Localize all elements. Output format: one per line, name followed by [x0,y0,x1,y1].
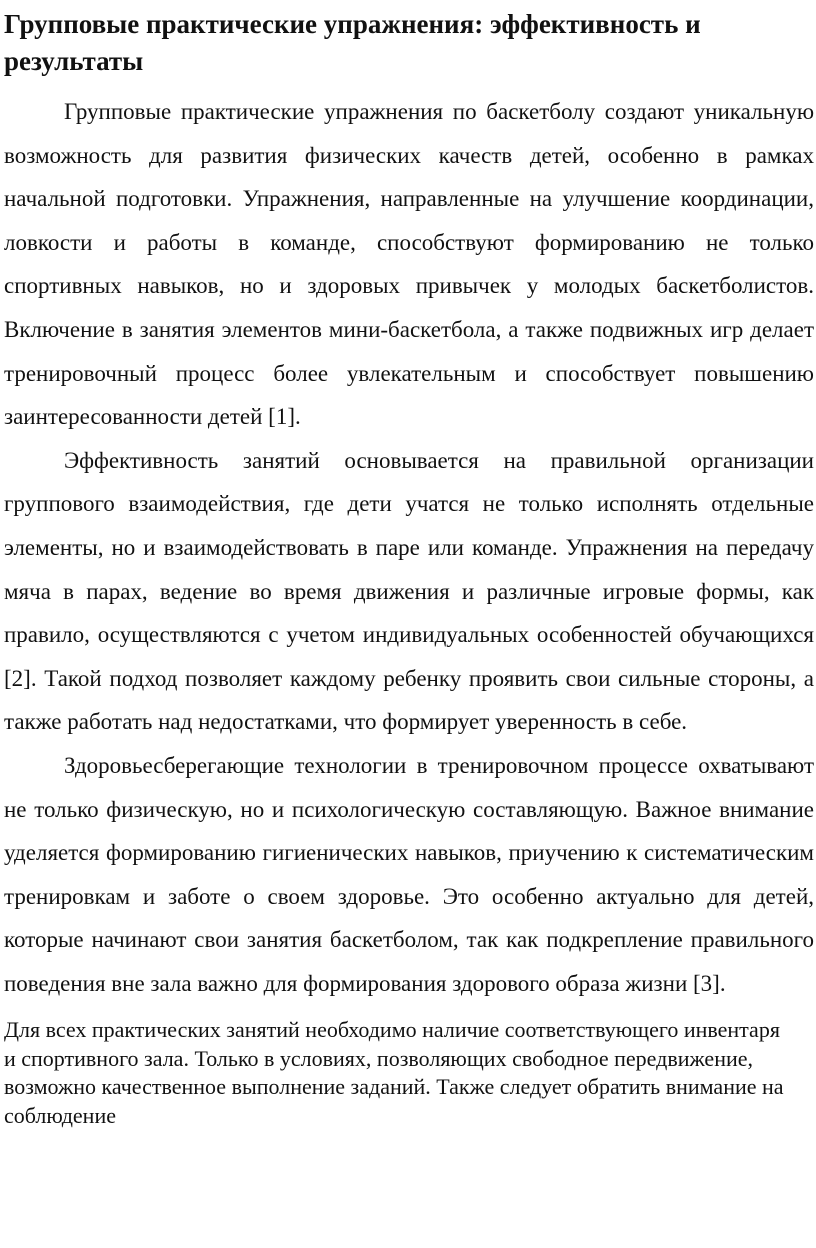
document-title: Групповые практические упражнения: эффективность и результаты [4,9,701,76]
paragraph-equipment: Для всех практических занятий необходимо наличие соответствующего инвентаря и спортивного зала. Только в условиях, позволяющих свободное передвижение, возможно качественное выполнение заданий. Также следует обратить внимание на соблюдение [4,1017,784,1128]
paragraph-group-exercises: Групповые практические упражнения по баскетболу создают уникальную возможность для развития физических качеств детей, особенно в рамках начальной подготовки. Упражнения, направленные на улучшение координации, ловкости и работы в команде, способствуют формированию не только спортивных навыков, но и здоровых привычек у молодых баскетболистов. Включение в занятия элементов мини-баскетбола, а также подвижных игр делает тренировочный процесс более увлекательным и способствует повышению заинтересованности детей [1]. [4,99,814,430]
paragraph-effectiveness: Эффективность занятий основывается на правильной организации группового взаимодействия, где дети учатся не только исполнять отдельные элементы, но и взаимодействовать в паре или команде. Упражнения на передачу мяча в парах, ведение во время движения и различные игровые формы, как правило, осуществляются с учетом индивидуальных особенностей обучающихся [2]. Такой подход позволяет каждому ребенку проявить свои сильные стороны, а также работать над недостатками, что формирует уверенность в себе. [4,447,814,735]
paragraph-health-technologies: Здоровьесберегающие технологии в тренировочном процессе охватывают не только физическую, но и психологическую составляющую. Важное внимание уделяется формированию гигиенических навыков, приучению к систематическим тренировкам и заботе о своем здоровье. Это особенно актуально для детей, которые начинают свои занятия баскетболом, так как подкрепление правильного поведения вне зала важно для формирования здорового образа жизни [3]. [4,752,814,996]
